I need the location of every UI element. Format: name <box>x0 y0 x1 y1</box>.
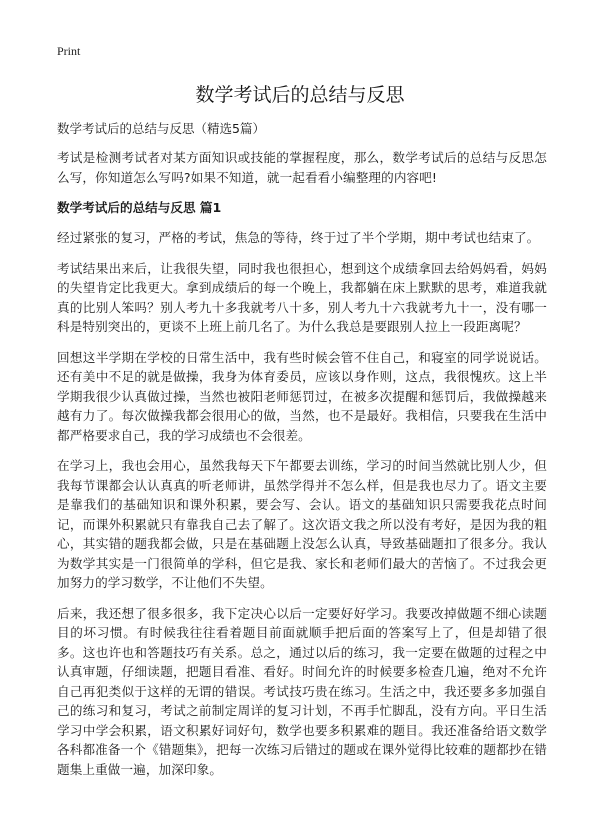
paragraph: 后来，我还想了很多很多，我下定决心以后一定要好好学习。我要改掉做题不细心读题目的坏习惯。有时候我往往看着题目前面就顺手把后面的答案写上了，但是却错了很多。这也许也和答题技巧有关系。总之，通过以后的练习，我一定要在做题的过程之中认真审题，仔细读题，把题目看准、看好。时间允许的时候要多检查几遍，绝对不允许自己再犯类似于这样的无谓的错误。考试技巧贵在练习。生活之中，我还要多多加强自己的练习和复习，考试之前制定周详的复习计划，不再手忙脚乱，没有方向。平日生活学习中学会积累，语文积累好词好句，数学也要多积累难的题目。我还准备给语文数学各科都准备一个《错题集》，把每一次练习后错过的题或在课外觉得比较难的题都抄在错题集上重做一遍，加深印象。 <box>57 605 547 777</box>
paragraph: 在学习上，我也会用心，虽然我每天下午都要去训练，学习的时间当然就比别人少，但我每节课都会认认真真的听老师讲，虽然学得并不怎么样，但是我也尽力了。语文主要是靠我们的基础知识和课外积累，要会写、会认。语文的基础知识只需要我花点时间记，而课外积累就只有靠我自己去了解了。这次语文我之所以没有考好，是因为我的粗心，其实错的题我都会做，只是在基础题上没怎么认真，导致基础题扣了很多分。我认为数学其实是一门很简单的学科，但它是我、家长和老师们最大的苦恼了。不过我会更加努力的学习数学，不让他们不失望。 <box>57 458 547 590</box>
subtitle: 数学考试后的总结与反思（精选5篇） <box>57 121 265 136</box>
article-body <box>57 120 547 790</box>
print-link[interactable]: Print <box>57 44 81 58</box>
paragraph: 经过紧张的复习，严格的考试，焦急的等待，终于过了半个学期，期中考试也结束了。 <box>57 230 540 245</box>
intro-paragraph: 考试是检测考试者对某方面知识或技能的掌握程度，那么，数学考试后的总结与反思怎么写，你知道怎么写吗?如果不知道，就一起看看小编整理的内容吧! <box>57 150 547 185</box>
page-title: 数学考试后的总结与反思 <box>195 84 405 106</box>
paragraph: 考试结果出来后，让我很失望，同时我也很担心，想到这个成绩拿回去给妈妈看，妈妈的失望肯定比我更大。拿到成绩后的每一个晚上，我都躺在床上默默的思考，难道我就真的比别人笨吗？别人考九十多我就考八十多，别人考九十六我就考九十一，没有哪一科是特别突出的，更谈不上班上前几名了。为什么我总是要跟别人拉上一段距离呢？ <box>57 260 547 334</box>
paragraph: 回想这半学期在学校的日常生活中，我有些时候会管不住自己，和寝室的同学说说话。还有美中不足的就是做操，我身为体育委员，应该以身作则，这点，我很愧疚。这上半学期我很少认真做过操，当然也被阳老师惩罚过，在被多次提醒和惩罚后，我做操越来越有力了。每次做操我都会很用心的做，当然，也不是最好。我相信，只要我在生活中都严格要求自己，我的学习成绩也不会很差。 <box>57 349 547 443</box>
section-heading: 数学考试后的总结与反思 篇1 <box>57 200 222 215</box>
